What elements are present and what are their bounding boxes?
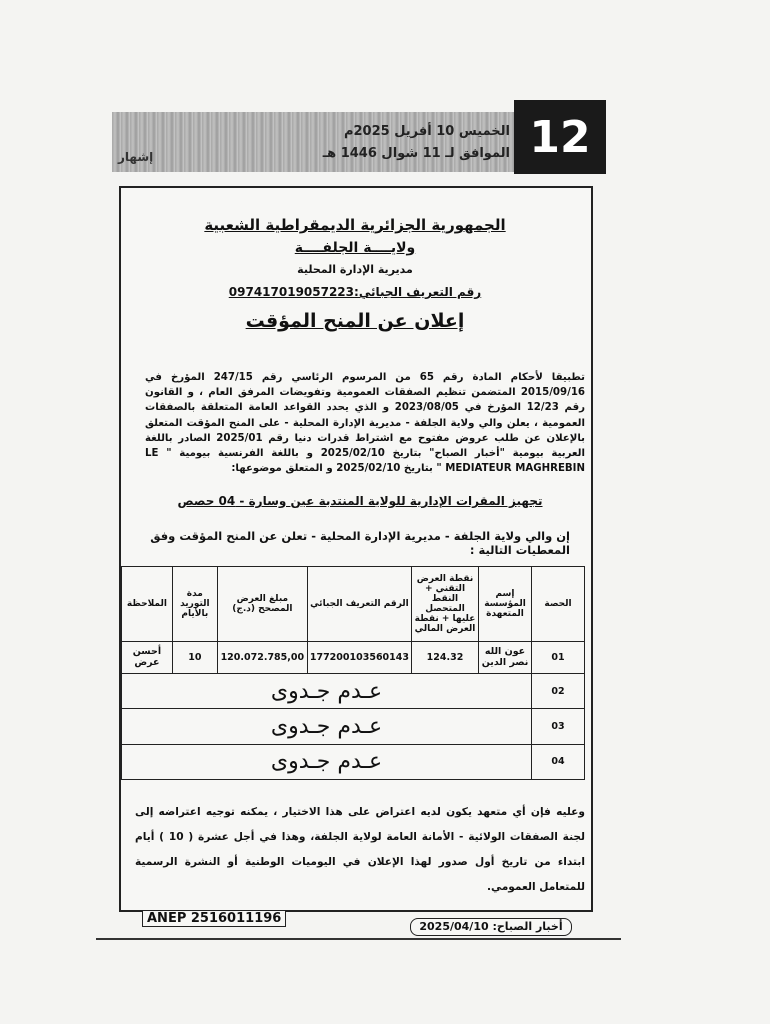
project-title: تجهيز المقرات الإدارية للولاية المنتدبة عين وسارة - 04 حصص xyxy=(177,494,543,508)
col-amount: مبلغ العرض المصحح (د.ج) xyxy=(217,567,307,642)
newspaper-source: أخبار الصباح: 2025/04/10 xyxy=(410,918,572,936)
score: 124.32 xyxy=(412,642,479,674)
table-header-row xyxy=(122,567,585,642)
table-row xyxy=(122,673,585,708)
col-fiscal-id: الرقم التعريف الجبائي xyxy=(307,567,411,642)
col-company: إسم المؤسسة المتعهدة xyxy=(479,567,532,642)
amount: 120.072.785,00 xyxy=(217,642,307,674)
notice-title: إعلان عن المنح المؤقت xyxy=(245,310,465,332)
col-lot: الحصة xyxy=(532,567,585,642)
unsuccessful-status: عـدم جـدوى xyxy=(122,744,532,779)
lot-number: 01 xyxy=(532,642,585,674)
directorate-heading: مديرية الإدارة المحلية xyxy=(297,263,413,276)
table-row xyxy=(122,744,585,779)
table-row xyxy=(122,709,585,744)
company-name: عون الله نصر الدين xyxy=(479,642,532,674)
anep-reference: ANEP 2516011196 xyxy=(142,910,286,927)
col-remark: الملاحظة xyxy=(122,567,173,642)
lot-number: 03 xyxy=(532,709,585,744)
fiscal-id: رقم التعريف الجبائي:097417019057223 xyxy=(228,285,482,299)
date-gregorian: الخميس 10 أفريل 2025م xyxy=(343,124,510,139)
objection-paragraph: وعليه فإن أي متعهد يكون لديه اعتراض على هذا الاختيار ، يمكنه توجيه اعتراضه إلى لجنة الصفقات الولائية - الأمانة العامة لولاية الجلفة، وهذا في أجل عشرة ( 10 ) أيام ابتداء من تاريخ أول صدور لهذا الإعلان في اليوميات الوطنية أو النشرة الرسمية للمتعامل العمومي. xyxy=(135,806,586,893)
fiscal-number: 177200103560143 xyxy=(307,642,411,674)
page-rule xyxy=(96,938,621,940)
unsuccessful-status: عـدم جـدوى xyxy=(122,673,532,708)
section-label: إشهار xyxy=(118,150,154,164)
col-duration: مدة التوريد بالأيام xyxy=(172,567,217,642)
results-table xyxy=(121,566,585,780)
lot-number: 04 xyxy=(532,744,585,779)
table-row xyxy=(122,642,585,674)
duration: 10 xyxy=(172,642,217,674)
page-number: 12 xyxy=(514,100,606,174)
notice-body: تطبيقا لأحكام المادة رقم 65 من المرسوم الرئاسي رقم 247/15 المؤرخ في 2015/09/16 المتضمن تنظيم الصفقات العمومية وتفويضات المرفق العام ، و القانون رقم 12/23 المؤرخ في 2023/08/05 و الذي يحدد القواعد العامة المتعلقة بالصفقات العمومية ، يعلن والي ولاية الجلفة - مديرية الإدارة المحلية - على المنح المؤقت المتعلق بالإعلان عن طلب عروض مفتوح مع اشتراط قدرات دنيا رقم 2025/01 الصادر باللغة العربية بيومية "أخبار الصباح" بتاريخ 2025/02/10 و باللغة الفرنسية بيومية " LE MEDIATEUR MAGHREBIN " بتاريخ 2025/02/10 و المتعلق موضوعها: xyxy=(145,372,585,475)
republic-heading: الجمهورية الجزائرية الديمقراطية الشعبية xyxy=(204,216,506,234)
unsuccessful-status: عـدم جـدوى xyxy=(122,709,532,744)
wilaya-heading: ولايــــة الجلفــــة xyxy=(294,240,416,256)
col-score: نقطة العرض التقني + النقط المتحصل عليها + نقطة العرض المالي xyxy=(412,567,479,642)
remark: أحسن عرض xyxy=(122,642,173,674)
lot-number: 02 xyxy=(532,673,585,708)
intro-line: إن والي ولاية الجلفة - مديرية الإدارة المحلية - تعلن عن المنح المؤقت وفق المعطيات التالية : xyxy=(150,529,570,557)
date-hijri: الموافق لـ 11 شوال 1446 هـ xyxy=(322,146,510,161)
